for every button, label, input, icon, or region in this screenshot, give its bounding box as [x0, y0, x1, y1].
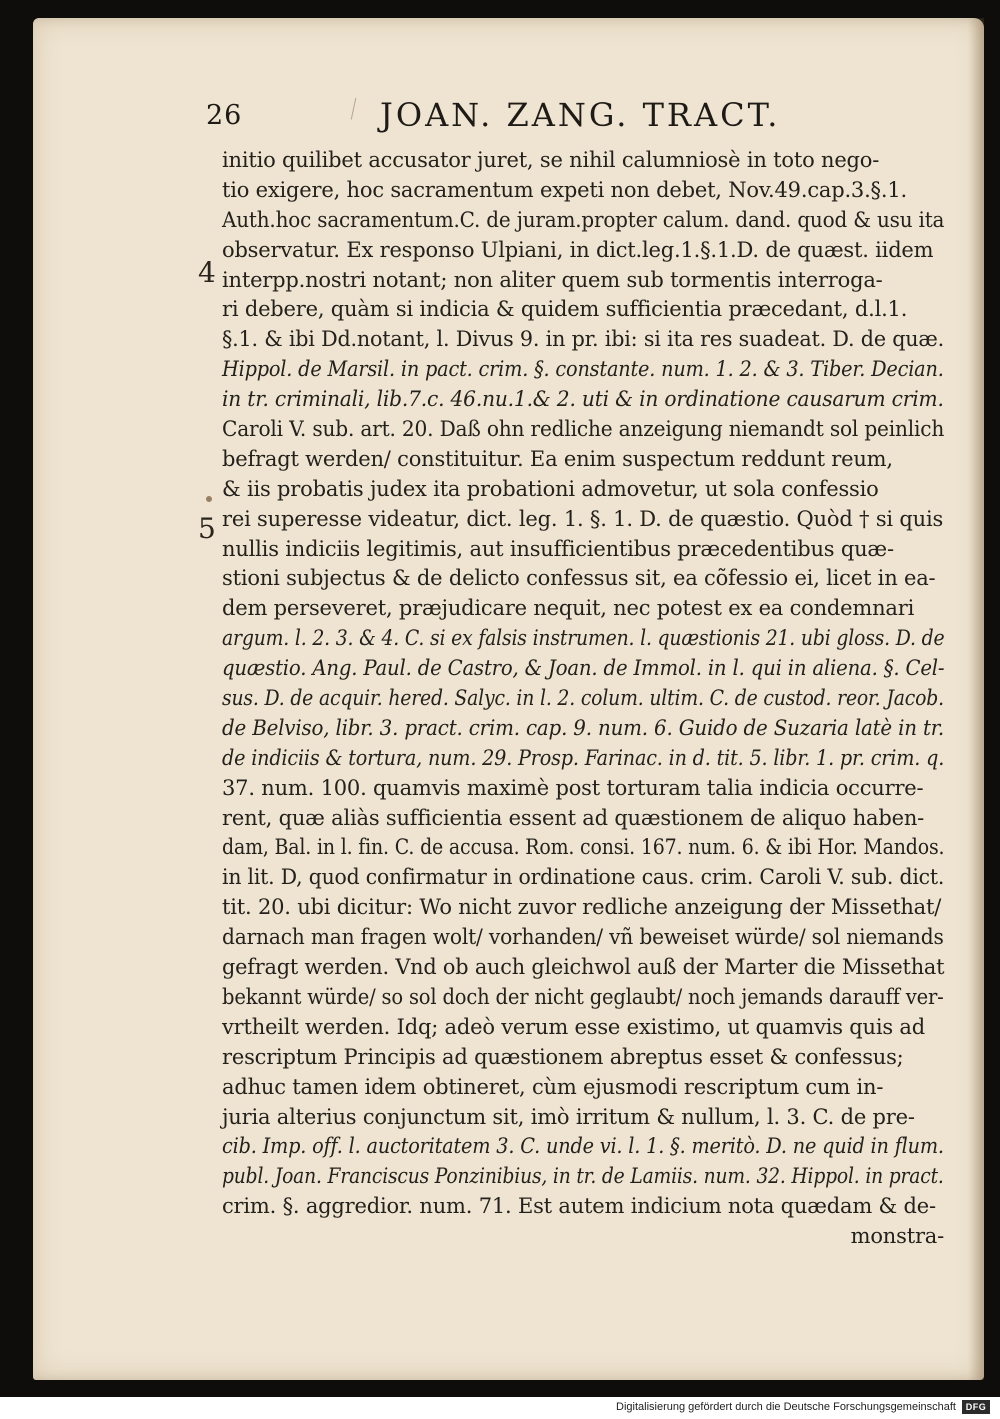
dfg-logo: DFG: [962, 1400, 990, 1414]
digitization-footer: [0, 1397, 1000, 1419]
text-line: stioni subjectus & de delicto confessus sit, ea cõfessio ei, licet in ea-: [222, 566, 936, 591]
text-line: tit. 20. ubi dicitur: Wo nicht zuvor redliche anzeigung der Missethat/: [222, 895, 942, 920]
text-line: bekannt würde/ so sol doch der nicht geglaubt/ noch jemands darauff ver-: [222, 984, 944, 1009]
text-line: de Belviso, libr. 3. pract. crim. cap. 9. num. 6. Guido de Suzaria latè in tr.: [222, 715, 944, 740]
text-line: ri debere, quàm si indicia & quidem sufficientia præcedant, d.l.1.: [222, 297, 908, 322]
text-line: rent, quæ aliàs sufficientia essent ad quæstionem de aliquo haben-: [222, 805, 925, 830]
text-line: argum. l. 2. 3. & 4. C. si ex falsis instrumen. l. quæstionis 21. ubi gloss. D. de: [222, 626, 945, 651]
running-head: [0, 96, 1000, 140]
text-line: 37. num. 100. quamvis maximè post torturam talia indicia occurre-: [222, 775, 924, 800]
text-line: interpp.nostri notant; non aliter quem sub tormentis interroga-: [222, 267, 883, 292]
catchword: monstra-: [850, 1224, 944, 1249]
text-line: publ. Joan. Franciscus Ponzinibius, in tr. de Lamiis. num. 32. Hippol. in pract.: [222, 1164, 944, 1189]
text-line: crim. §. aggredior. num. 71. Est autem indicium nota quædam & de-: [222, 1194, 936, 1219]
text-line: de indiciis & tortura, num. 29. Prosp. Farinac. in d. tit. 5. libr. 1. pr. crim. q.: [222, 745, 945, 770]
footer-credit: Digitalisierung gefördert durch die Deutsche Forschungsgemeinschaft: [616, 1401, 956, 1413]
text-line: Hippol. de Marsil. in pact. crim. §. constante. num. 1. 2. & 3. Tiber. Decian.: [222, 357, 944, 382]
text-line: gefragt werden. Vnd ob auch gleichwol auß der Marter die Missethat: [222, 955, 945, 980]
running-title: JOAN. ZANG. TRACT.: [380, 96, 781, 134]
text-line: observatur. Ex responso Ulpiani, in dict.leg.1.§.1.D. de quæst. iidem: [222, 237, 934, 262]
text-line: rei superesse videatur, dict. leg. 1. §. 1. D. de quæstio. Quòd † si quis: [222, 506, 944, 531]
text-line: dem perseveret, præjudicare nequit, nec potest ex ea condemnari: [222, 596, 915, 621]
page-number: 26: [206, 100, 243, 131]
text-line: initio quilibet accusator juret, se nihil calumniosè in toto nego-: [222, 148, 880, 172]
text-line: Caroli V. sub. art. 20. Daß ohn redliche anzeigung niemandt sol peinlich: [222, 417, 945, 442]
margin-number: 5: [198, 512, 216, 545]
text-line: in lit. D, quod confirmatur in ordinatione caus. crim. Caroli V. sub. dict.: [222, 865, 945, 890]
text-line: adhuc tamen idem obtineret, cùm ejusmodi rescriptum cum in-: [222, 1074, 884, 1099]
text-line: tio exigere, hoc sacramentum expeti non debet, Nov.49.cap.3.§.1.: [222, 177, 907, 202]
text-line: cib. Imp. off. l. auctoritatem 3. C. unde vi. l. 1. §. meritò. D. ne quid in flum.: [222, 1134, 944, 1159]
text-line: rescriptum Principis ad quæstionem abreptus esset & confessus;: [222, 1044, 904, 1069]
text-line: juria alterius conjunctum sit, imò irritum & nullum, l. 3. C. de pre-: [222, 1104, 915, 1129]
text-line: in tr. criminali, lib.7.c. 46.nu.1.& 2. uti & in ordinatione causarum crim.: [222, 387, 944, 412]
text-line: Auth.hoc sacramentum.C. de juram.propter calum. dand. quod & usu ita: [222, 207, 945, 232]
text-line: dam, Bal. in l. fin. C. de accusa. Rom. consi. 167. num. 6. & ibi Hor. Mandos.: [222, 835, 945, 860]
margin-number: 4: [198, 256, 216, 289]
text-line: befragt werden/ constituitur. Ea enim suspectum reddunt reum,: [222, 446, 893, 471]
text-line: & iis probatis judex ita probationi admovetur, ut sola confessio: [222, 476, 879, 501]
text-line: vrtheilt werden. Idq; adeò verum esse existimo, ut quamvis quis ad: [222, 1014, 925, 1039]
body-text: [222, 146, 944, 1252]
text-line: darnach man fragen wolt/ vorhanden/ vñ beweiset würde/ sol niemands: [222, 925, 944, 950]
text-line: nullis indiciis legitimis, aut insufficientibus præcedentibus quæ-: [222, 536, 894, 561]
text-line: sus. D. de acquir. hered. Salyc. in l. 2. colum. ultim. C. de custod. reor. Jacob.: [222, 686, 944, 711]
page-edge-shadow: [968, 18, 984, 1380]
text-line: §.1. & ibi Dd.notant, l. Divus 9. in pr. ibi: si ita res suadeat. D. de quæ.: [222, 327, 945, 352]
ink-speck: [206, 496, 212, 502]
text-line: quæstio. Ang. Paul. de Castro, & Joan. de Immol. in l. qui in aliena. §. Cel-: [222, 656, 945, 681]
